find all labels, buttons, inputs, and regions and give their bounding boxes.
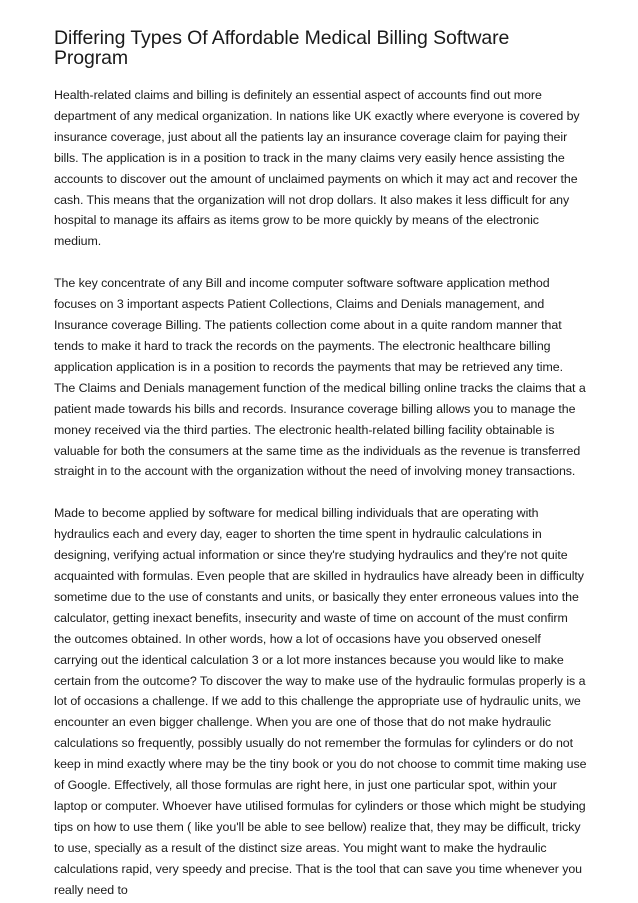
document-page	[54, 28, 587, 901]
paragraph-medical-claims: Health-related claims and billing is definitely an essential aspect of accounts find out more department of any medical organization. In nations like UK exactly where everyone is covered by insurance coverage, just about all the patients lay an insurance coverage claim for paying their bills. The application is in a position to track in the many claims very easily hence assisting the accounts to discover out the amount of unclaimed payments on which it may act and recover the cash. This means that the organization will not drop dollars. It also makes it less difficult for any hospital to manage its affairs as items grow to be more quickly by means of the electronic medium.	[54, 88, 580, 249]
document-title: Differing Types Of Affordable Medical Billing Software Program	[54, 27, 510, 69]
paragraph-billing-focus: The key concentrate of any Bill and income computer software software application method focuses on 3 important aspects Patient Collections, Claims and Denials management, and Insurance coverage Billing. The patients collection come about in a quite random manner that tends to make it hard to track the records on the payments. The electronic healthcare billing application application is in a position to records the payments that may be retrieved any time. The Claims and Denials management function of the medical billing online tracks the claims that a patient made towards his bills and records. Insurance coverage billing allows you to manage the money received via the third parties. The electronic health-related billing facility obtainable is valuable for both the consumers at the same time as the individuals as the revenue is transferred straight in to the account with the organization without the need of involving money transactions.	[54, 276, 586, 479]
paragraph-hydraulics: Made to become applied by software for medical billing individuals that are operating with hydraulics each and every day, eager to shorten the time spent in hydraulic calculations in designing, verifying actual information or since they're studying hydraulics and they're not quite acquainted with formulas. Even people that are skilled in hydraulics have already been in difficulty sometime due to the use of constants and units, or basically they enter erroneous values into the calculator, getting inexact benefits, insecurity and waste of time on account of the must confirm the outcomes obtained. In other words, how a lot of occasions have you observed oneself carrying out the identical calculation 3 or a lot more instances because you would like to make certain from the outcome? To discover the way to make use of the hydraulic formulas properly is a lot of occasions a challenge. If we add to this challenge the appropriate use of hydraulic units, we encounter an even bigger challenge. When you are one of those that do not make hydraulic calculations so frequently, possibly usually do not remember the formulas for cylinders or do not keep in mind exactly where may be the tiny book or you do not choose to commit time making use of Google. Effectively, all those formulas are right here, in just one particular spot, within your laptop or computer. Whoever have utilised formulas for cylinders or those which might be studying tips on how to use them ( like you'll be able to see bellow) realize that, they may be difficult, tricky to use, specially as a result of the distinct size areas. You might want to make the hydraulic calculations rapid, very speedy and precise. That is the tool that can save you time whenever you really need to	[54, 506, 587, 897]
